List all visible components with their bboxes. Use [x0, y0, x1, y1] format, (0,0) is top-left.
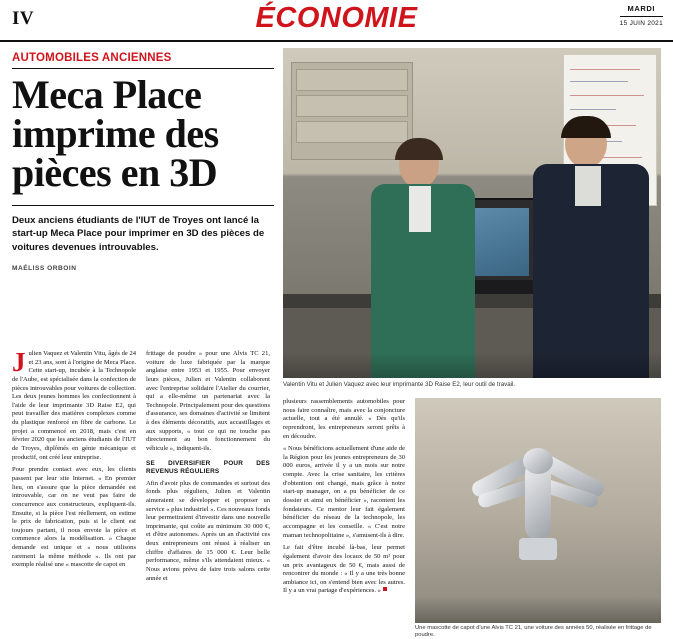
body-paragraph: « Nous bénéficions actuellement d'une aide de la Région pour les jeunes entrepreneurs de 30 000 euros, arrivée il y a un mois sur notre compte. Avec la crise sanitaire, les critères d'obtention ont changé, mais grâce à notre start-up manager, on a pu bénéficier de ce dossier et ainsi en bénéficier », racontent les fondateurs. Ce mentor leur fait également bénéficier du réseau de la technopole, les accompagne et les conseille. « C'est notre maman technopolitaine », s'amusent-ils à dire. — [283, 445, 405, 539]
weekday-label: MARDI — [627, 4, 656, 13]
issue-date: 15 JUIN 2021 — [619, 20, 663, 27]
body-paragraph: Pour prendre contact avec eux, les clients passent par leur site Internet. « En premier lieu, on s'assure que la pièce demandée est introuvable, car on ne veut pas faire de concurrence aux constructeurs, expliquent-ils. Ensuite, si la pièce l'est réellement, on estime le prix de fabrication, puis si le client est toujours partant, il nous envoie la pièce et commence alors la modélisation. » Chaque demande est unique et « nous utilisons rarement la même méthode ». Ils ont par exemple réalisé une « mascotte de capot en — [12, 466, 136, 569]
eagle-ornament — [463, 442, 613, 592]
date-divider — [620, 16, 663, 17]
body-text: ulien Vaquez et Valentin Vitu, âgés de 24 et 23 ans, sont à l'origine de Meca Place. Cette start-up, incubée à la Technopole de l'Aube, est spécialisée dans la confection de pièces introuvables pour voitures de collection. Les deux jeunes hommes les confectionnent à l'aide de leur imprimante 3D Raise E2, qui peut travailler des matières complexes comme du plastique renforcé en fibre de carbone. Le projet a commencé en 2018, mais c'est en février 2020 que les anciens étudiants de l'IUT de Troyes, diplômés en génie mécanique et productif, ont créé leur entreprise. — [12, 350, 136, 461]
section-title: ÉCONOMIE — [255, 2, 418, 34]
article-kicker: AUTOMOBILES ANCIENNES — [12, 52, 274, 69]
page-folio: IV — [12, 8, 35, 29]
body-column-1 — [12, 347, 136, 626]
photo-hood-ornament — [415, 398, 661, 623]
masthead — [0, 0, 673, 42]
founder-left — [365, 132, 485, 378]
body-column-2 — [146, 350, 270, 626]
photo-caption-bottom: Une mascotte de capot d'une Alvis TC 21, une voiture des années 50, réalisée en frittage de poudre. — [415, 625, 652, 639]
body-paragraph — [12, 347, 136, 462]
founder-right — [529, 116, 653, 378]
body-paragraph: Afin d'avoir plus de commandes et surtout des fonds plus réguliers, Julien et Valentin aimeraient se développer et proposer un service « plus industriel ». Ces nouveaux fonds leur permettraient d'investir dans une nouvelle imprimante, qui coûte au minimum 30 000 €, et d'être autonomes. Après un an d'activité ces deux entrepreneurs ont réussi à réaliser un chiffre d'affaires de 15 000 €. Leur belle performance, même s'ils attendaient mieux. « Nous avions prévu de faire trois salons cette année et — [146, 479, 270, 582]
page-title: Meca Place imprime des pièces en 3D — [12, 72, 219, 196]
article-byline: MAÉLISS ORBOIN — [12, 265, 77, 273]
headline-zone — [12, 52, 274, 272]
body-paragraph: frittage de poudre » pour une Alvis TC 21, voiture de luxe fabriquée par la marque anglaise entre 1953 et 1955. Pour envoyer leurs pièces, Julien et Valentin collaborent avec l'entreprise solidaire l'Atelier du courrier, qui a elle-même un partenariat avec la Technopole. Principalement pour des questions d'assurance, ses domaines d'activité se limitent à des éléments décoratifs, aux accastillages et aux supports, « tout ce qui ne touche pas directement au bon fonctionnement du véhicule », indiquent-ils. — [146, 350, 270, 453]
photo-caption-top: Valentin Vitu et Julien Vaquez avec leur imprimante 3D Raise E2, leur outil de travail. — [283, 381, 516, 388]
date-block — [620, 4, 663, 27]
body-paragraph: plusieurs rassemblements automobiles pour nous faire connaître, mais avec la conjoncture actuelle, tout a été annulé. « Dès qu'ils reprendront, les entrepreneurs seront prêts à en découdre. — [283, 398, 405, 440]
end-mark — [383, 587, 387, 591]
drop-cap: J — [12, 347, 26, 377]
photo-vignette — [415, 597, 661, 623]
body-paragraph-last — [283, 544, 405, 596]
photo-vignette — [283, 352, 661, 378]
body-column-3 — [283, 398, 405, 626]
body-text: Le fait d'être incubé là-bas, leur permet également d'avoir des locaux de 50 m² pour un prix avantageux de 50 €, mais aussi de rencontrer du monde : « Il y a une très bonne ambiance ici, on s'entend bien avec les autres. Il y a un vrai partage d'expériences. » — [283, 544, 405, 595]
article-standfirst: Deux anciens étudiants de l'IUT de Troyes ont lancé la start-up Meca Place pour imprimer en 3D des pièces de voitures devenues introuvables. — [12, 205, 274, 256]
column-subhead: SE DIVERSIFIER POUR DES REVENUS RÉGULIERS — [146, 459, 270, 476]
photo-printer-with-founders — [283, 48, 661, 378]
